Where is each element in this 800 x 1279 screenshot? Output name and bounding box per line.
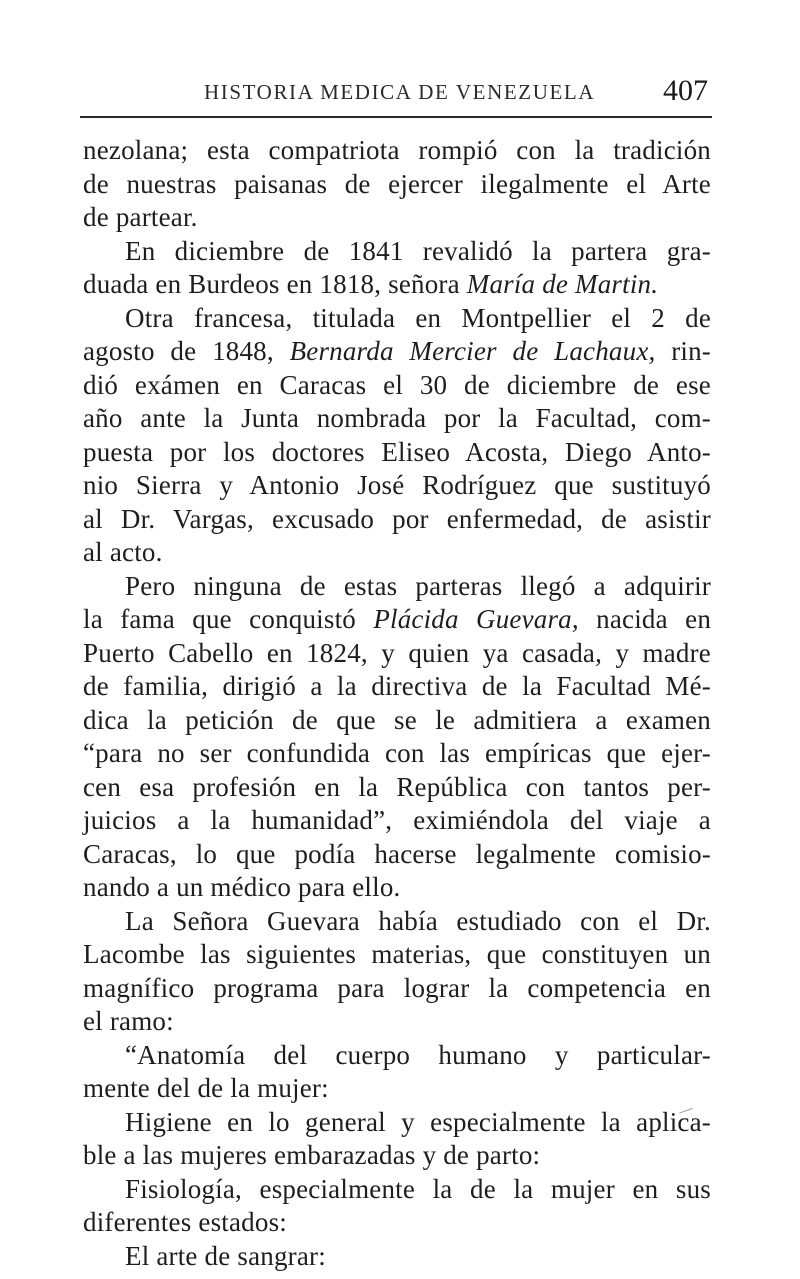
text-line: nando a un médico para ello. [83,872,401,902]
text-line: de partear. [83,202,198,232]
text-span: la fama que conquistó [83,604,374,634]
text-span: duada en Burdeos en 1818, señora [83,269,467,299]
text-line: En diciembre de 1841 revalidó la partera gra- [125,235,711,266]
text-line: Puerto Cabello en 1824, y quien ya casada, y madre [83,637,711,668]
text-line: Higiene en lo general y especialmente la aplica- [125,1106,711,1137]
text-span: agosto de 1848, [83,336,290,366]
body-text [83,134,711,1273]
text-line: El arte de sangrar: [125,1240,326,1271]
running-title: HISTORIA MEDICA DE VENEZUELA [204,80,596,104]
running-header [80,74,712,114]
person-name: Plácida Guevara, [373,604,579,634]
text-span: nacida en [578,604,712,634]
text-line: “Anatomía del cuerpo humano y particular- [125,1039,711,1070]
text-line: “para no ser confundida con las empíricas que ejer- [83,738,711,768]
text-line: magnífico programa para lograr la competencia en [83,972,711,1003]
text-line: mente del de la mujer: [83,1073,329,1103]
text-line: cen esa profesión en la República con tantos per- [83,771,711,802]
text-line: diferentes estados: [83,1207,287,1237]
text-line: de familia, dirigió a la directiva de la Facultad Mé- [83,671,711,701]
header-rule [80,116,712,118]
text-line: La Señora Guevara había estudiado con el Dr. [125,905,711,936]
text-line: Pero ninguna de estas parteras llegó a adquirir [125,570,711,601]
text-line: dió exámen en Caracas el 30 de diciembre de ese [83,369,711,400]
text-line: año ante la Junta nombrada por la Facultad, com- [83,403,711,433]
text-line [83,268,711,302]
text-line: juicios a la humanidad”, eximiéndola del viaje a [83,805,711,835]
text-line: ble a las mujeres embarazadas y de parto: [83,1140,541,1170]
text-line: Fisiología, especialmente la de la mujer en sus [125,1173,711,1204]
text-line [83,603,711,637]
text-line: puesta por los doctores Eliseo Acosta, Diego Anto- [83,436,711,467]
text-line: Otra francesa, titulada en Montpellier el 2 de [125,302,711,333]
text-line: al Dr. Vargas, excusado por enfermedad, de asistir [83,503,711,534]
text-line: dica la petición de que se le admitiera a examen [83,704,711,735]
person-name: María de Martin. [466,269,659,299]
text-line: al acto. [83,537,163,567]
text-line: Caracas, lo que podía hacerse legalmente comisio- [83,838,711,869]
text-line [83,335,711,369]
page-number: 407 [663,74,708,107]
text-line: el ramo: [83,1006,174,1036]
text-line: de nuestras paisanas de ejercer ilegalmente el Arte [83,168,711,199]
text-line: nezolana; esta compatriota rompió con la tradición [83,135,711,165]
text-line: Lacombe las siguientes materias, que constituyen un [83,939,711,969]
person-name: Bernarda Mercier de Lachaux, [289,336,656,366]
text-span: rin- [655,336,711,366]
text-line: nio Sierra y Antonio José Rodríguez que sustituyó [83,470,711,500]
